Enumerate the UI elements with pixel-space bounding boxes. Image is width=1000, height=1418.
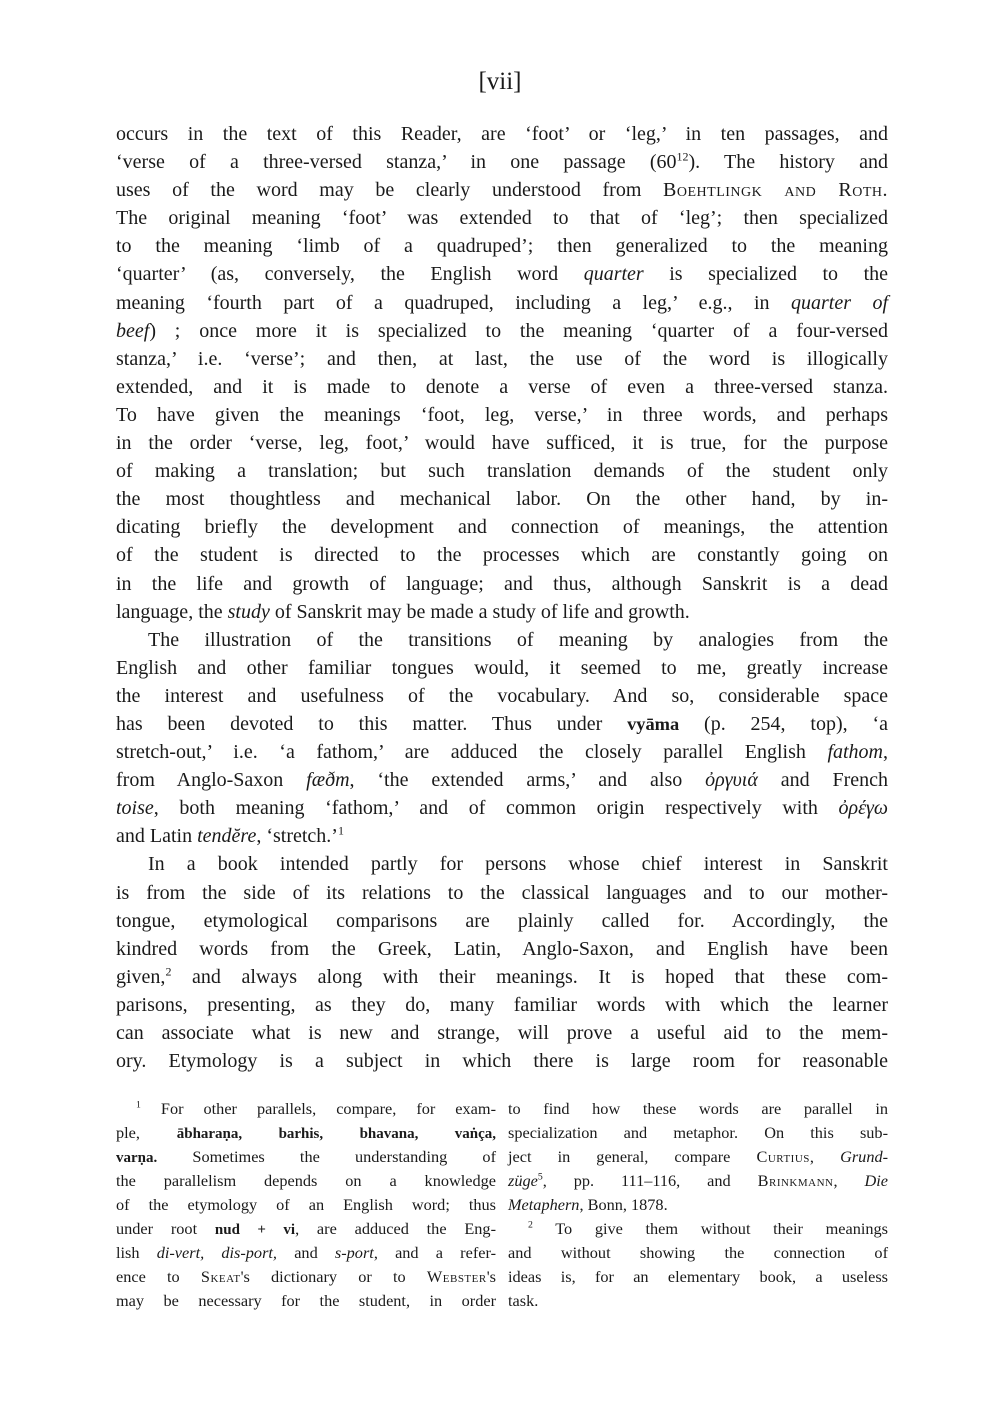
text-line <box>116 822 888 850</box>
text-segment: züge <box>508 1171 538 1190</box>
text-segment: language, the <box>116 600 228 623</box>
text-segment: Curtius <box>756 1147 810 1166</box>
text-line <box>116 879 888 907</box>
text-segment: stanza,’ i.e. ‘verse’; and then, at last, the use of the word is illogically <box>116 347 888 370</box>
text-segment: ‘verse of a three-versed stanza,’ in one passage (60 <box>116 151 677 174</box>
footnote-marker: 5 <box>537 1171 543 1183</box>
text-segment: 's dictionary or to <box>240 1267 427 1286</box>
text-segment: lish <box>116 1243 157 1262</box>
footnote-line <box>116 1193 496 1217</box>
text-line <box>116 289 888 317</box>
text-segment: varṇa. <box>116 1150 158 1166</box>
text-line <box>116 120 888 148</box>
text-segment: , <box>883 741 888 764</box>
text-line <box>116 850 888 878</box>
text-line <box>116 626 888 654</box>
text-segment: Boehtlingk and Roth. <box>663 179 888 202</box>
text-segment: occurs in the text of this Reader, are ‘foot’ or ‘leg,’ in ten passages, and <box>116 123 888 145</box>
footnote-line <box>508 1145 888 1169</box>
text-segment: Skeat <box>200 1267 241 1286</box>
text-line <box>116 485 888 513</box>
text-segment: parisons, presenting, as they do, many familiar words with which the learner <box>116 993 888 1016</box>
text-segment: ‘quarter’ (as, conversely, the English word <box>116 263 584 286</box>
text-line <box>116 513 888 541</box>
text-segment: vyāma <box>627 713 680 734</box>
text-segment: Webster <box>426 1267 487 1286</box>
text-segment: task. <box>508 1291 539 1310</box>
text-segment: stretch-out,’ i.e. ‘a fathom,’ are adduced the closely parallel English <box>116 741 828 764</box>
text-line <box>116 541 888 569</box>
text-segment: can associate what is new and strange, will prove a useful aid to the mem- <box>116 1022 888 1044</box>
text-segment: of making a translation; but such translation demands of the student only <box>116 460 888 483</box>
footnote-marker: 12 <box>676 149 689 164</box>
text-segment: meaning ‘fourth part of a quadruped, including a leg,’ e.g., in <box>116 291 791 314</box>
text-line <box>116 963 888 991</box>
text-segment: For other parallels, compare, for exam- <box>140 1099 496 1118</box>
text-segment: , ‘the extended arms,’ and also <box>349 769 706 792</box>
text-line <box>116 176 888 204</box>
footnote-marker: 1 <box>136 1099 141 1111</box>
footnote-line <box>116 1265 496 1289</box>
text-segment: , <box>833 1171 865 1190</box>
text-segment: fathom <box>827 741 883 764</box>
text-segment: and without showing the connection of <box>508 1243 888 1262</box>
text-line <box>116 682 888 710</box>
footnote-line <box>116 1097 496 1121</box>
text-segment: ideas is, for an elementary book, a useless <box>508 1267 888 1286</box>
footnotes-left-column <box>116 1097 496 1313</box>
footnote-line <box>508 1097 888 1121</box>
text-segment: Die <box>864 1171 889 1190</box>
text-segment: given, <box>116 965 166 988</box>
footnote-line <box>508 1241 888 1265</box>
text-line <box>116 429 888 457</box>
text-segment: has been devoted to this matter. Thus under <box>116 712 628 735</box>
text-segment: kindred words from the Greek, Latin, Anglo-Saxon, and English have been <box>116 937 888 960</box>
text-segment: , pp. 111–116, and <box>542 1171 758 1190</box>
text-segment: is specialized to the <box>643 263 888 286</box>
text-line <box>116 794 888 822</box>
text-segment: ject in general, compare <box>508 1147 757 1166</box>
text-line <box>116 204 888 232</box>
text-segment: 's <box>486 1267 496 1286</box>
text-segment: extended, and it is made to denote a verse of even a three-versed stanza. <box>116 375 888 398</box>
text-segment: beef <box>116 319 150 342</box>
text-line <box>116 710 888 738</box>
text-segment: and French <box>757 769 889 792</box>
footnote-marker: 2 <box>165 964 172 979</box>
text-segment: to find how these words are parallel in <box>508 1099 888 1118</box>
page-number: [vii] <box>478 68 522 95</box>
footnote-line <box>116 1169 496 1193</box>
footnote-marker: 1 <box>337 823 344 838</box>
text-segment: s-port <box>334 1243 374 1262</box>
text-segment: ὀργυιά <box>705 769 758 792</box>
text-segment: under root <box>116 1219 215 1238</box>
text-segment: Metaphern <box>508 1195 580 1214</box>
footnote-line <box>508 1217 888 1241</box>
text-segment: , Bonn, 1878. <box>579 1195 668 1214</box>
text-segment: of the student is directed to the processes which are constantly going on <box>116 544 888 567</box>
text-segment: ence to <box>116 1267 201 1286</box>
text-line <box>116 345 888 373</box>
text-segment: in the life and growth of language; and thus, although Sanskrit is a dead <box>116 572 888 595</box>
text-segment: , both meaning ‘fathom,’ and of common origin respectively with <box>153 797 839 820</box>
text-segment: the most thoughtless and mechanical labor. On the other hand, by in- <box>116 488 888 511</box>
footnote-line <box>508 1265 888 1289</box>
text-segment: the interest and usefulness of the vocabulary. And so, considerable space <box>116 684 888 707</box>
text-segment: and <box>277 1243 335 1262</box>
text-segment: study <box>227 600 270 623</box>
text-segment: di-vert, dis-port, <box>156 1243 278 1262</box>
text-segment: ory. Etymology is a subject in which there is large room for reasonable <box>116 1050 888 1073</box>
text-line <box>116 570 888 598</box>
text-segment: is from the side of its relations to the classical languages and to our mother- <box>116 881 888 904</box>
text-segment: Grund- <box>840 1147 889 1166</box>
text-segment: may be necessary for the student, in order <box>116 1291 496 1310</box>
text-segment: ) ; once more it is specialized to the meaning ‘quarter of a four-versed <box>149 319 888 342</box>
text-segment: uses of the word may be clearly understood from <box>116 179 664 202</box>
footnote-line <box>116 1241 496 1265</box>
text-segment: (p. 254, top), ‘a <box>679 712 888 735</box>
text-segment: , and a refer- <box>373 1243 496 1262</box>
text-line <box>116 1019 888 1047</box>
text-segment: Brinkmann <box>757 1171 834 1190</box>
text-line <box>116 738 888 766</box>
footnote-line <box>508 1169 888 1193</box>
text-line <box>116 457 888 485</box>
text-segment: from Anglo-Saxon <box>116 769 307 792</box>
text-line <box>116 232 888 260</box>
footnote-line <box>116 1121 496 1145</box>
body-text <box>116 120 888 1075</box>
text-segment: To have given the meanings ‘foot, leg, verse,’ in three words, and perhaps <box>116 403 888 426</box>
text-segment: , are adduced the Eng- <box>295 1219 496 1238</box>
text-segment: tongue, etymological comparisons are plainly called for. Accordingly, the <box>116 909 888 932</box>
text-line <box>116 260 888 288</box>
text-segment: in the order ‘verse, leg, foot,’ would have sufficed, it is true, for the purpose <box>116 432 888 455</box>
text-line <box>116 401 888 429</box>
text-segment: dicating briefly the development and connection of meanings, the attention <box>116 516 888 539</box>
text-segment: and Latin <box>116 825 198 848</box>
footnote-marker: 2 <box>528 1219 533 1231</box>
text-segment: , ‘stretch.’ <box>256 825 338 848</box>
text-line <box>116 654 888 682</box>
footnote-line <box>116 1289 496 1313</box>
text-segment: quarter <box>583 263 644 286</box>
footnote-line <box>508 1289 888 1313</box>
text-line <box>116 598 888 626</box>
footnotes <box>116 1097 888 1313</box>
text-segment: The illustration of the transitions of meaning by analogies from the <box>148 628 888 651</box>
text-segment: English and other familiar tongues would, it seemed to me, greatly increase <box>116 656 888 679</box>
text-line <box>116 1047 888 1075</box>
text-segment: In a book intended partly for persons whose chief interest in Sanskrit <box>148 853 888 876</box>
footnote-line <box>508 1121 888 1145</box>
text-segment: toise <box>116 797 154 820</box>
text-segment: fæðm <box>306 769 350 792</box>
footnote-line <box>508 1193 888 1217</box>
text-line <box>116 317 888 345</box>
text-segment: The original meaning ‘foot’ was extended to that of ‘leg’; then specialized <box>116 207 888 230</box>
text-line <box>116 373 888 401</box>
text-segment: specialization and metaphor. On this sub- <box>508 1123 888 1142</box>
text-line <box>116 766 888 794</box>
text-line <box>116 991 888 1019</box>
text-segment: ). The history and <box>688 151 888 174</box>
text-segment: , <box>809 1147 841 1166</box>
text-segment: the parallelism depends on a knowledge <box>116 1171 496 1190</box>
text-segment: ὀρέγω <box>838 797 888 820</box>
footnote-line <box>116 1145 496 1169</box>
text-segment: and always along with their meanings. It is hoped that these com- <box>171 965 888 988</box>
text-line <box>116 148 888 176</box>
text-segment: of the etymology of an English word; thus <box>116 1195 496 1214</box>
text-segment: To give them without their meanings <box>532 1219 888 1238</box>
text-segment: to the meaning ‘limb of a quadruped’; then generalized to the meaning <box>116 235 888 258</box>
text-line <box>116 907 888 935</box>
footnotes-right-column <box>508 1097 888 1313</box>
text-segment: quarter of <box>790 291 889 314</box>
text-segment: of Sanskrit may be made a study of life and growth. <box>269 600 690 623</box>
text-segment: tendĕre <box>197 825 257 848</box>
footnote-line <box>116 1217 496 1241</box>
text-line <box>116 935 888 963</box>
text-segment: nud + vi <box>214 1222 296 1238</box>
text-segment: ple, <box>116 1123 177 1142</box>
text-segment: Sometimes the understanding of <box>157 1147 496 1166</box>
text-segment: ābharaṇa, barhis, bhavana, vaṅça, <box>176 1126 496 1142</box>
